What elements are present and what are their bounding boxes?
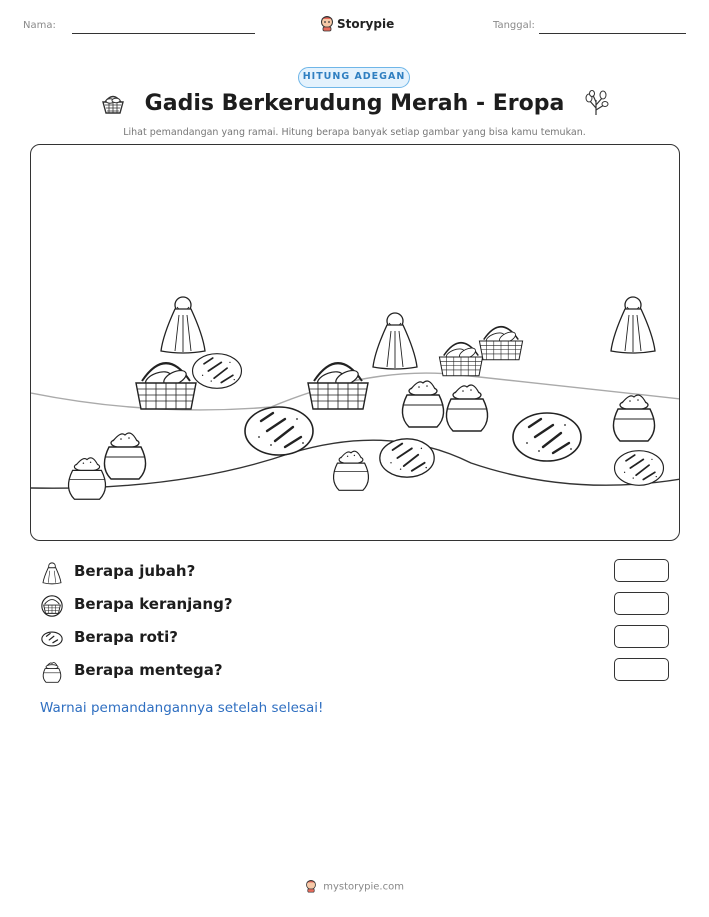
name-label: Nama: xyxy=(23,20,56,31)
bread-icon xyxy=(40,627,64,651)
bread-item[interactable] xyxy=(615,451,664,486)
storypie-icon xyxy=(305,880,317,893)
page-title-row xyxy=(0,90,709,126)
site-footer xyxy=(0,880,709,893)
herbs-icon xyxy=(583,90,609,116)
question-text: Berapa roti? xyxy=(74,628,178,646)
cloak-icon xyxy=(40,561,64,585)
brand-logo xyxy=(320,14,394,34)
butter-item[interactable] xyxy=(613,395,654,441)
answer-box-basket[interactable] xyxy=(614,592,669,615)
brand-name: Storypie xyxy=(337,17,395,31)
cloak-item[interactable] xyxy=(161,297,205,353)
instructions: Lihat pemandangan yang ramai. Hitung berapa banyak setiap gambar yang bisa kamu temukan. xyxy=(123,127,586,138)
basket-item[interactable] xyxy=(479,327,522,360)
bread-item[interactable] xyxy=(380,439,434,477)
bread-item[interactable] xyxy=(513,413,581,461)
bread-item[interactable] xyxy=(245,407,313,455)
coloring-note: Warnai pemandangannya setelah selesai! xyxy=(40,700,324,716)
bread-item[interactable] xyxy=(193,354,242,389)
butter-item[interactable] xyxy=(104,433,145,479)
basket-icon xyxy=(100,90,126,116)
page-title: Gadis Berkerudung Merah - Eropa xyxy=(144,90,565,116)
date-line[interactable] xyxy=(539,33,686,34)
cloak-item[interactable] xyxy=(611,297,655,353)
question-butter xyxy=(38,658,672,684)
date-label: Tanggal: xyxy=(493,20,535,31)
question-bread xyxy=(38,625,672,651)
cloak-item[interactable] xyxy=(373,313,417,369)
answer-box-bread[interactable] xyxy=(614,625,669,648)
question-text: Berapa jubah? xyxy=(74,562,196,580)
butter-item[interactable] xyxy=(446,385,487,431)
butter-item[interactable] xyxy=(402,381,443,427)
counting-scene xyxy=(30,144,680,541)
answer-box-cloak[interactable] xyxy=(614,559,669,582)
basket-item[interactable] xyxy=(136,363,196,409)
butter-icon xyxy=(40,660,64,684)
butter-item[interactable] xyxy=(69,458,106,499)
scene-illustration xyxy=(31,145,680,541)
name-line[interactable] xyxy=(72,33,255,34)
question-basket xyxy=(38,592,672,618)
basket-icon xyxy=(40,594,64,618)
site-url[interactable]: mystorypie.com xyxy=(323,881,404,893)
basket-item[interactable] xyxy=(308,363,368,409)
butter-item[interactable] xyxy=(334,451,369,490)
question-text: Berapa mentega? xyxy=(74,661,223,679)
storypie-icon xyxy=(320,16,334,32)
answer-box-butter[interactable] xyxy=(614,658,669,681)
worksheet-header xyxy=(0,14,709,44)
activity-badge: HITUNG ADEGAN xyxy=(298,67,410,88)
question-text: Berapa keranjang? xyxy=(74,595,233,613)
question-cloak xyxy=(38,559,672,585)
basket-item[interactable] xyxy=(439,343,482,376)
